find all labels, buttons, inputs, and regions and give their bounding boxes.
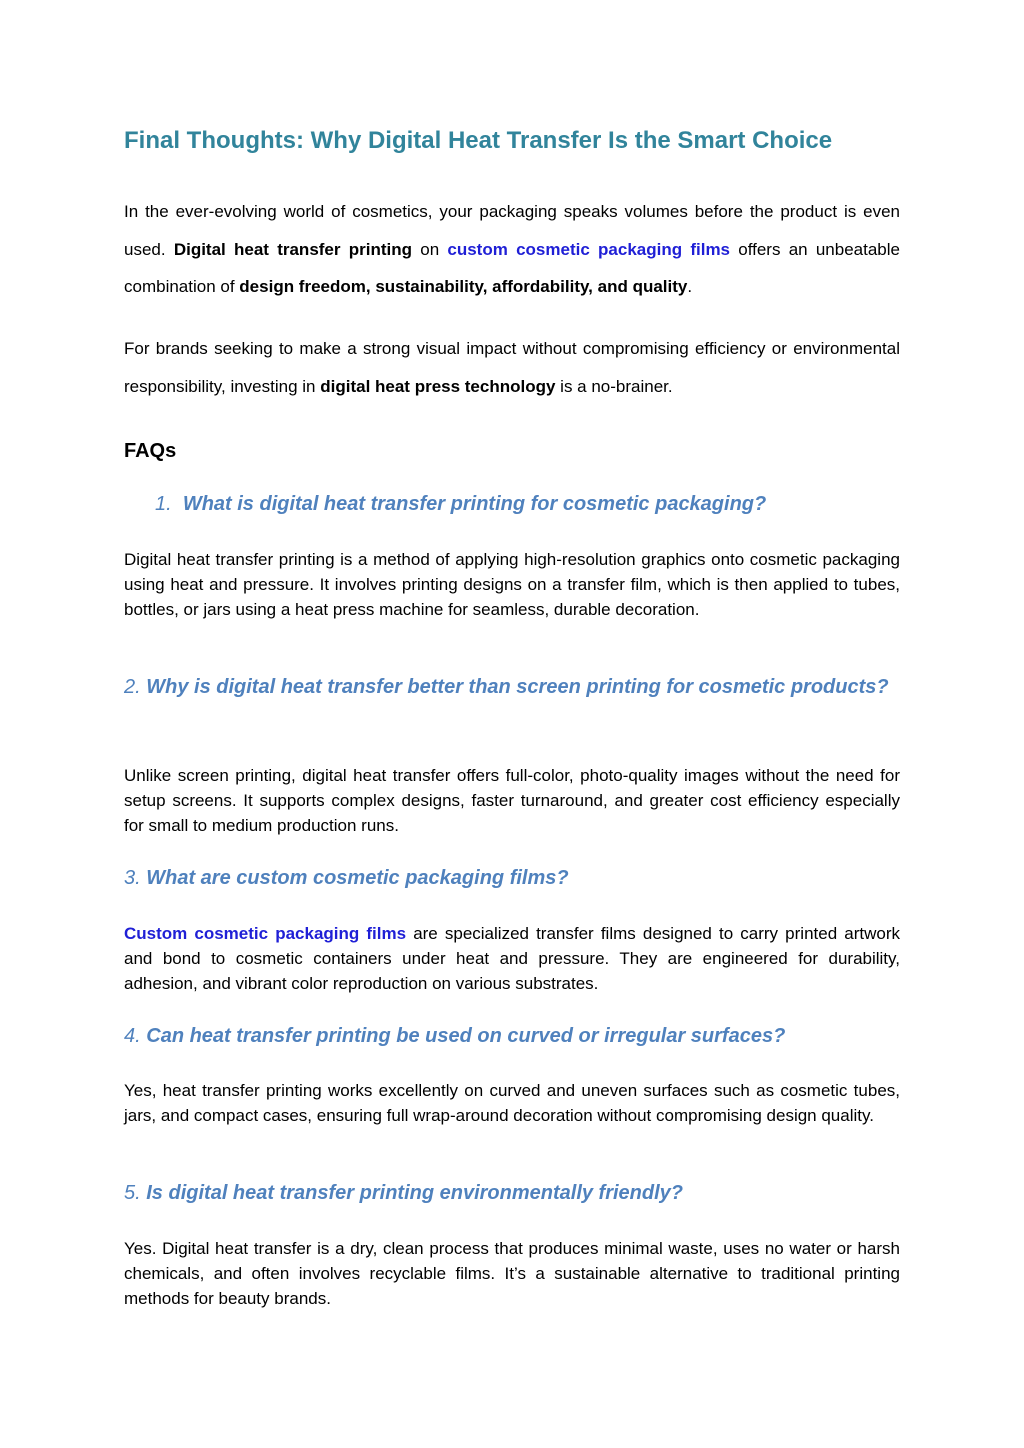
intro-p1-text-4: . xyxy=(687,277,693,296)
faq-answer-2: Unlike screen printing, digital heat transfer offers full-color, photo-quality images without the need for setup screens. It supports complex designs, faster turnaround, and greater cost efficiency especially for small to medium production runs. xyxy=(124,766,900,835)
faq-question-4 xyxy=(124,1019,900,1053)
faq-answer-5: Yes. Digital heat transfer is a dry, clean process that produces minimal waste, uses no water or harsh chemicals, and often involves recyclable films. It’s a sustainable alternative to traditional printing methods for beauty brands. xyxy=(124,1239,900,1308)
faq-answer-3 xyxy=(124,921,900,996)
faq-question-text-5: Is digital heat transfer printing environmentally friendly? xyxy=(146,1182,684,1204)
intro-p2-bold-1: digital heat press technology xyxy=(320,376,556,396)
faq-question-text-2: Why is digital heat transfer better than screen printing for cosmetic products? xyxy=(146,676,889,698)
intro-paragraph-1 xyxy=(124,193,900,306)
faq-question-2 xyxy=(124,670,900,704)
intro-p1-text-2: on xyxy=(412,239,448,259)
faq-answer-text-3: are specialized transfer films designed to carry printed artwork and bond to cosmetic containers under heat and pressure. They are engineered for durability, adhesion, and vibrant color reproduction on various substrates. xyxy=(124,924,900,993)
faq-question-text-4: Can heat transfer printing be used on curved or irregular surfaces? xyxy=(146,1025,786,1047)
faq-answer-1: Digital heat transfer printing is a method of applying high-resolution graphics onto cosmetic packaging using heat and pressure. It involves printing designs on a transfer film, which is then applied to tubes, bottles, or jars using a heat press machine for seamless, durable decoration. xyxy=(124,550,900,619)
faq-number-3: 3. xyxy=(124,867,141,889)
faq-number-4: 4. xyxy=(124,1025,141,1047)
custom-films-link[interactable]: custom cosmetic packaging films xyxy=(447,239,731,259)
faq-answer-4: Yes, heat transfer printing works excellently on curved and uneven surfaces such as cosmetic tubes, jars, and compact cases, ensuring full wrap-around decoration without compromising design quality. xyxy=(124,1081,900,1125)
faq-number-5: 5. xyxy=(124,1182,141,1204)
intro-paragraph-2 xyxy=(124,330,900,405)
faq-question-text-3: What are custom cosmetic packaging films? xyxy=(146,867,569,889)
intro-p2-text-1: For brands seeking to make a strong visual impact without compromising efficiency or environmental responsibility, investing in xyxy=(124,339,900,396)
intro-p1-text-1: In the ever-evolving world of cosmetics, your packaging speaks volumes before the product is even used. xyxy=(124,202,900,259)
intro-p2-text-2: is a no-brainer. xyxy=(555,376,673,396)
faq-number-1: 1. xyxy=(155,493,172,515)
faq-number-2: 2. xyxy=(124,676,141,698)
faq-question-text-1: What is digital heat transfer printing for cosmetic packaging? xyxy=(182,493,767,515)
intro-p1-bold-2: design freedom, sustainability, affordability, and quality xyxy=(239,277,688,296)
faq-question-3 xyxy=(124,861,900,895)
faqs-heading: FAQs xyxy=(124,440,177,462)
faq-question-5 xyxy=(124,1176,900,1210)
page-title: Final Thoughts: Why Digital Heat Transfer Is the Smart Choice xyxy=(124,127,833,154)
intro-p1-text-3: offers an unbeatable combination of xyxy=(124,239,900,296)
faq-3-films-link[interactable]: Custom cosmetic packaging films xyxy=(124,924,407,943)
faq-question-1 xyxy=(124,487,900,521)
intro-p1-bold-1: Digital heat transfer printing xyxy=(173,239,412,259)
